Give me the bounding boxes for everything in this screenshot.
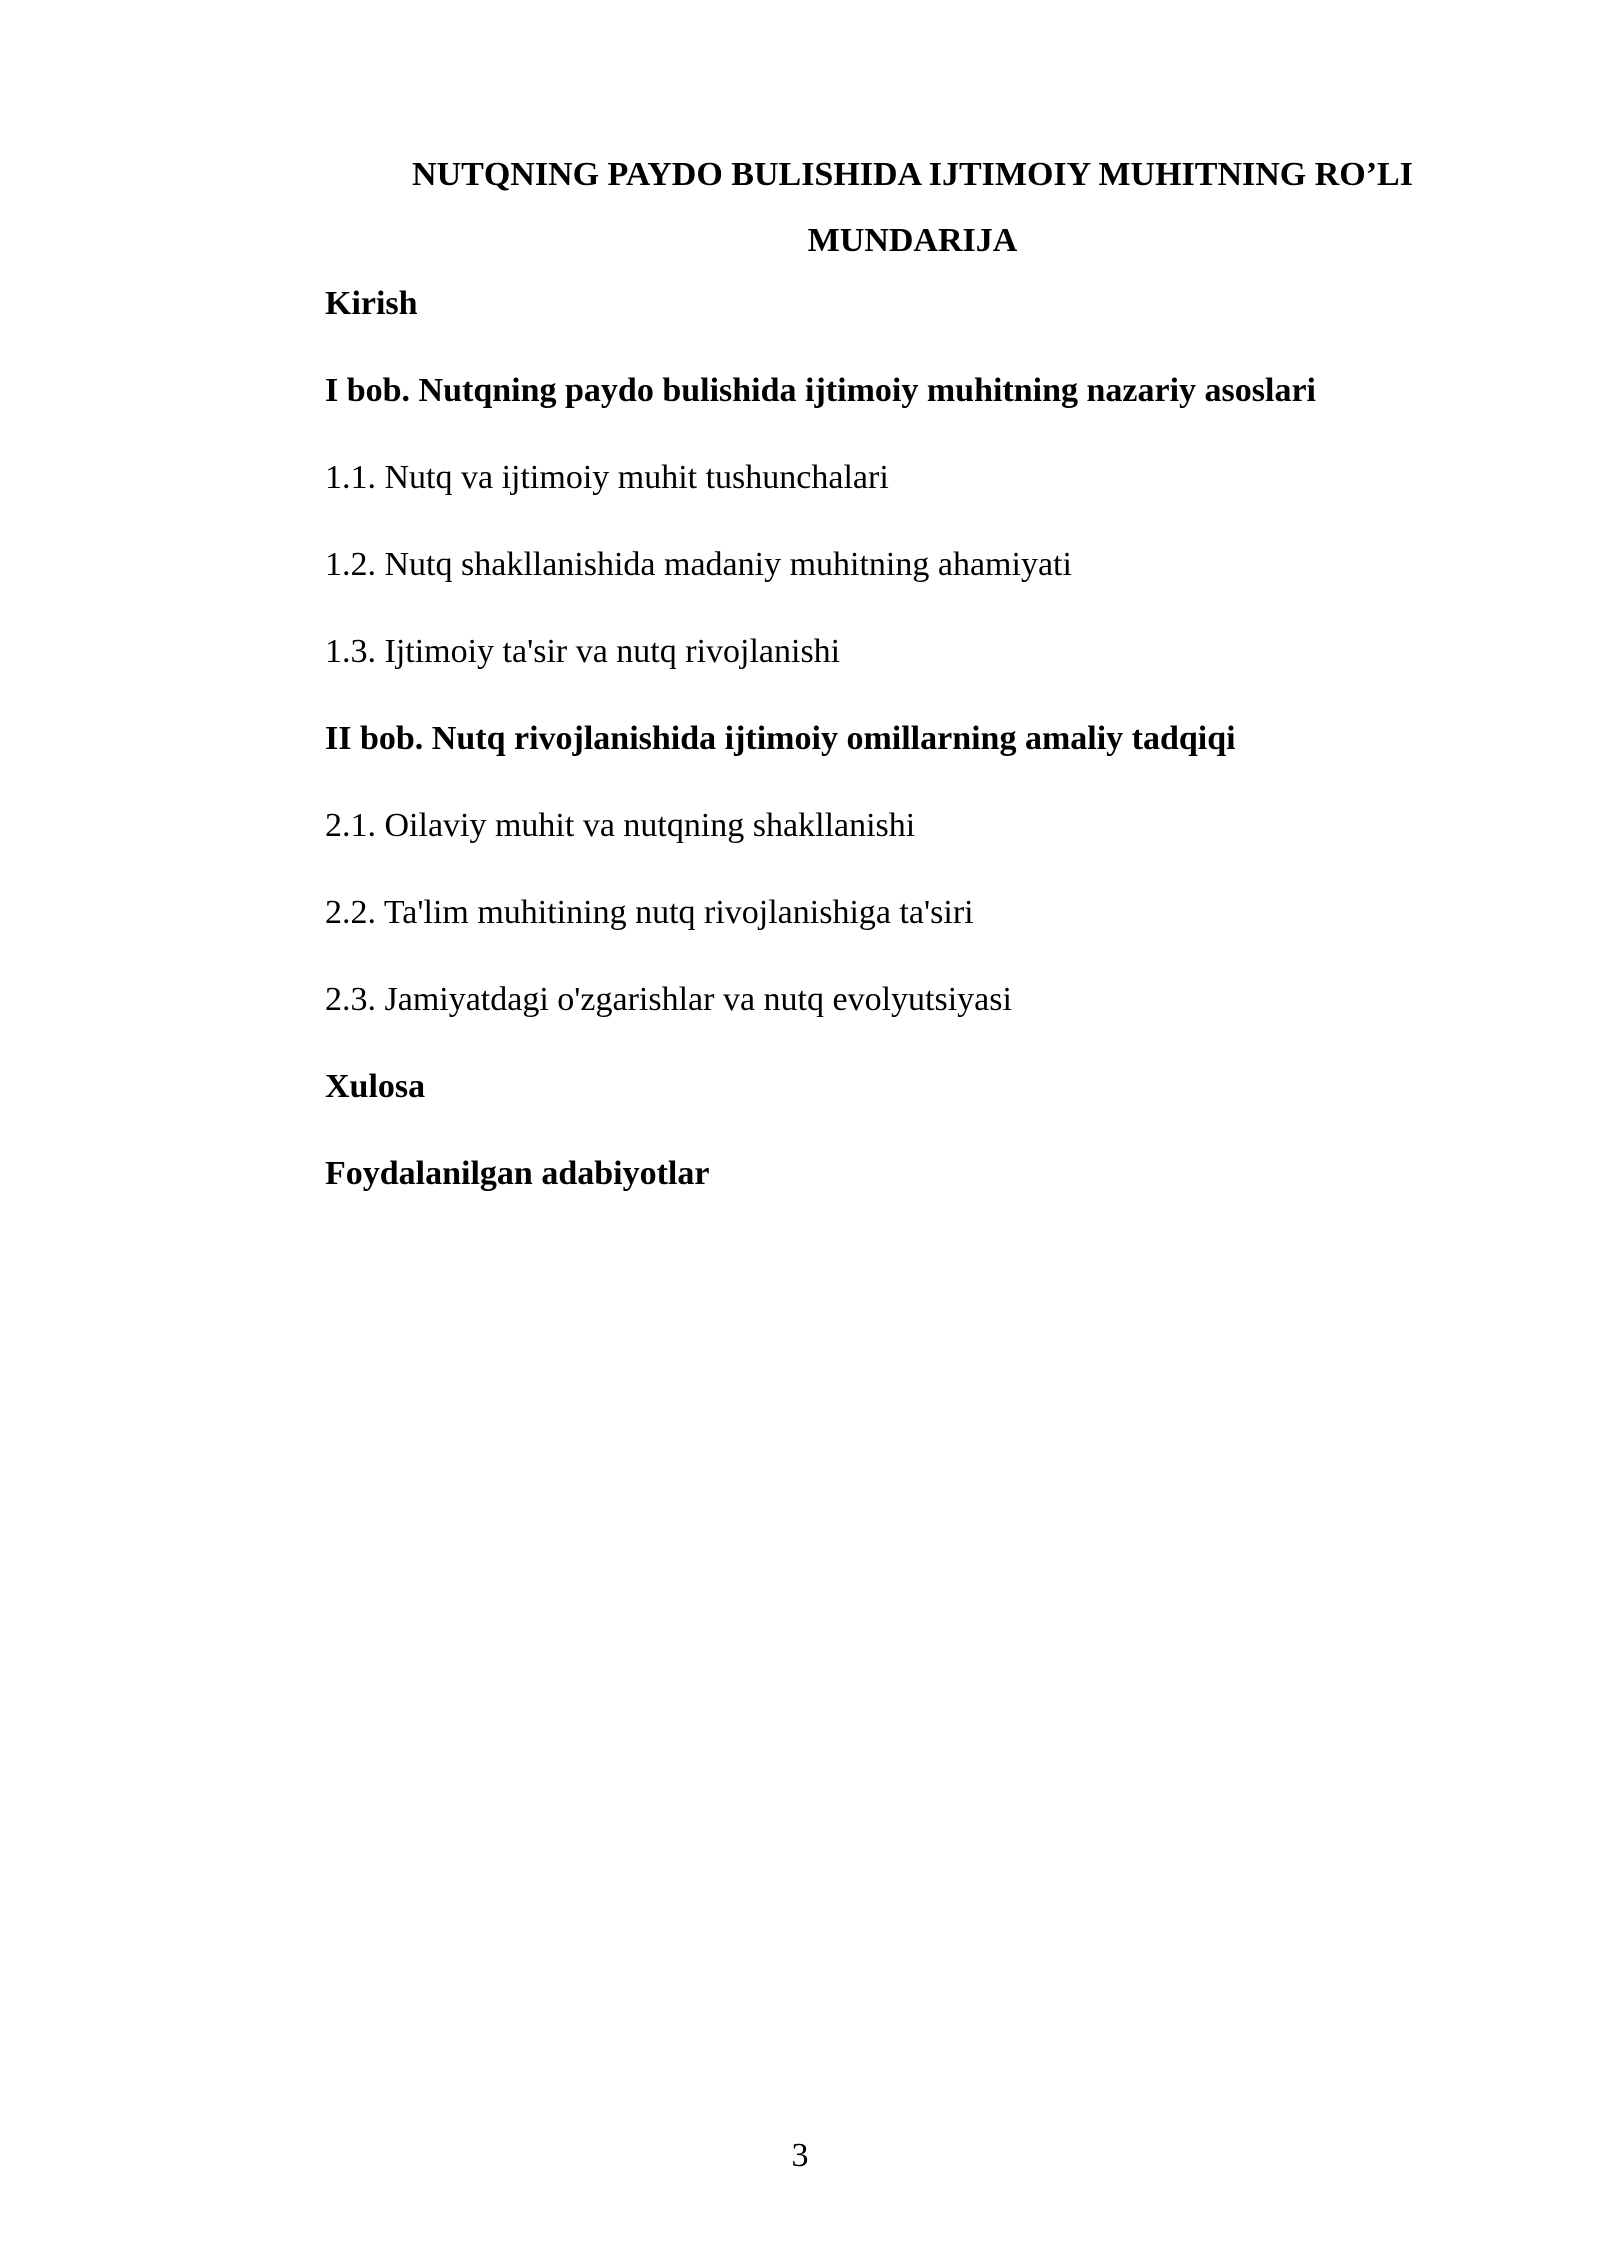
toc-entry: Xulosa [325, 1068, 426, 1105]
toc-entry: Foydalanilgan adabiyotlar [325, 1155, 710, 1192]
document-title: NUTQNING PAYDO BULISHIDA IJTIMOIY MUHITNING RO’LI [412, 156, 1413, 193]
contents-heading: MUNDARIJA [807, 222, 1018, 259]
table-of-contents [325, 287, 1500, 1244]
toc-entry: I bob. Nutqning paydo bulishida ijtimoiy muhitning nazariy asoslari [325, 372, 1316, 409]
toc-entry: 1.3. Ijtimoiy ta'sir va nutq rivojlanishi [325, 633, 841, 670]
toc-entry: 2.2. Ta'lim muhitining nutq rivojlanishiga ta'siri [325, 894, 974, 931]
page-number: 3 [791, 2137, 809, 2174]
toc-entry: 2.1. Oilaviy muhit va nutqning shakllanishi [325, 807, 916, 844]
toc-entry: 1.2. Nutq shakllanishida madaniy muhitning ahamiyati [325, 546, 1072, 583]
toc-entry: 2.3. Jamiyatdagi o'zgarishlar va nutq evolyutsiyasi [325, 981, 1012, 1018]
toc-entry: II bob. Nutq rivojlanishida ijtimoiy omillarning amaliy tadqiqi [325, 720, 1236, 757]
toc-entry: 1.1. Nutq va ijtimoiy muhit tushunchalari [325, 459, 889, 496]
toc-entry: Kirish [325, 285, 418, 322]
